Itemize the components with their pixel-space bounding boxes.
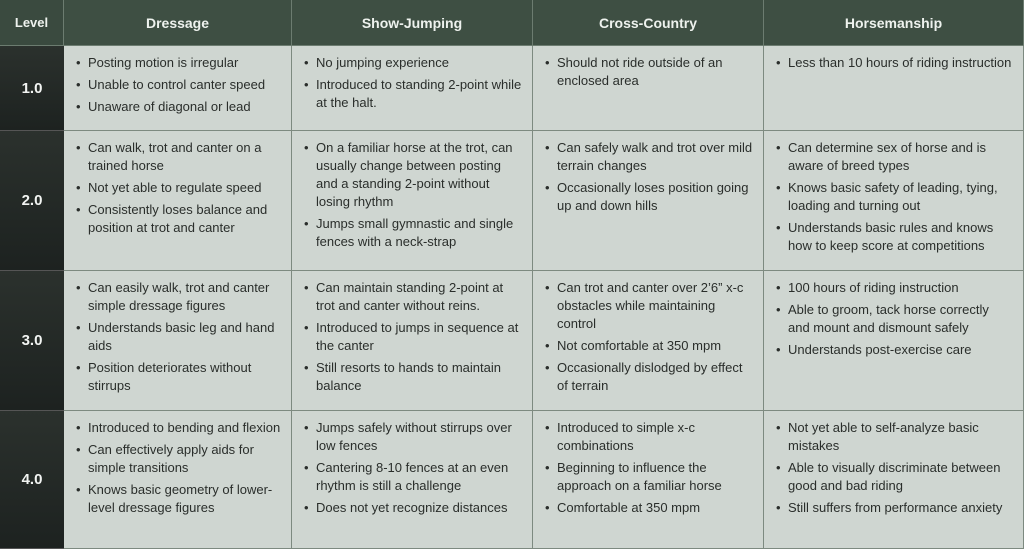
bullet-list [545,54,753,90]
list-item: • Can maintain standing 2-point at trot and canter without reins. [304,279,522,315]
cell-dressage [64,411,292,549]
row-level-label: 4.0 [0,411,64,549]
bullet-list [545,279,753,395]
list-item: • Beginning to influence the approach on a familiar horse [545,459,753,495]
cell-horsemanship [764,46,1024,131]
bullet-list [545,139,753,215]
bullet-list [304,139,522,251]
bullet-list [76,279,281,395]
cell-dressage [64,271,292,411]
list-item: • Still suffers from performance anxiety [776,499,1013,517]
list-item: • Understands basic rules and knows how to keep score at competitions [776,219,1013,255]
list-item: • Understands post-exercise care [776,341,1013,359]
list-item: • Should not ride outside of an enclosed area [545,54,753,90]
cell-show-jumping [292,46,533,131]
list-item: • On a familiar horse at the trot, can usually change between posting and a standing 2-point without losing rhythm [304,139,522,211]
list-item: • Unable to control canter speed [76,76,281,94]
cell-dressage [64,131,292,271]
list-item: • Knows basic safety of leading, tying, loading and turning out [776,179,1013,215]
list-item: • Jumps safely without stirrups over low fences [304,419,522,455]
cell-dressage [64,46,292,131]
list-item: • Still resorts to hands to maintain balance [304,359,522,395]
list-item: • Consistently loses balance and position at trot and canter [76,201,281,237]
list-item: • Not yet able to regulate speed [76,179,281,197]
cell-show-jumping [292,411,533,549]
list-item: • Can safely walk and trot over mild terrain changes [545,139,753,175]
bullet-list [304,54,522,112]
list-item: • Can trot and canter over 2’6” x-c obstacles while maintaining control [545,279,753,333]
bullet-list [304,279,522,395]
bullet-list [545,419,753,517]
bullet-list [776,419,1013,517]
list-item: • Does not yet recognize distances [304,499,522,517]
list-item: • Position deteriorates without stirrups [76,359,281,395]
bullet-list [76,139,281,237]
header-level: Level [0,0,64,46]
row-level-label: 1.0 [0,46,64,131]
cell-cross-country [533,131,764,271]
cell-cross-country [533,46,764,131]
header-dressage: Dressage [64,0,292,46]
list-item: • Occasionally loses position going up and down hills [545,179,753,215]
cell-cross-country [533,411,764,549]
list-item: • Less than 10 hours of riding instruction [776,54,1013,72]
list-item: • Able to visually discriminate between good and bad riding [776,459,1013,495]
list-item: • Not comfortable at 350 mpm [545,337,753,355]
bullet-list [776,139,1013,255]
list-item: • Can easily walk, trot and canter simple dressage figures [76,279,281,315]
list-item: • 100 hours of riding instruction [776,279,1013,297]
list-item: • Knows basic geometry of lower-level dressage figures [76,481,281,517]
list-item: • Cantering 8-10 fences at an even rhythm is still a challenge [304,459,522,495]
row-level-label: 3.0 [0,271,64,411]
bullet-list [76,54,281,116]
bullet-list [776,279,1013,359]
list-item: • No jumping experience [304,54,522,72]
header-show-jumping: Show-Jumping [292,0,533,46]
list-item: • Introduced to simple x-c combinations [545,419,753,455]
cell-horsemanship [764,271,1024,411]
header-horsemanship: Horsemanship [764,0,1024,46]
list-item: • Introduced to bending and flexion [76,419,281,437]
list-item: • Posting motion is irregular [76,54,281,72]
cell-show-jumping [292,131,533,271]
cell-cross-country [533,271,764,411]
list-item: • Can walk, trot and canter on a trained horse [76,139,281,175]
list-item: • Unaware of diagonal or lead [76,98,281,116]
list-item: • Can determine sex of horse and is aware of breed types [776,139,1013,175]
list-item: • Able to groom, tack horse correctly and mount and dismount safely [776,301,1013,337]
list-item: • Occasionally dislodged by effect of terrain [545,359,753,395]
list-item: • Not yet able to self-analyze basic mistakes [776,419,1013,455]
header-cross-country: Cross-Country [533,0,764,46]
list-item: • Understands basic leg and hand aids [76,319,281,355]
list-item: • Introduced to jumps in sequence at the canter [304,319,522,355]
cell-horsemanship [764,131,1024,271]
row-level-label: 2.0 [0,131,64,271]
cell-horsemanship [764,411,1024,549]
list-item: • Introduced to standing 2-point while at the halt. [304,76,522,112]
list-item: • Can effectively apply aids for simple transitions [76,441,281,477]
bullet-list [76,419,281,517]
bullet-list [304,419,522,517]
list-item: • Comfortable at 350 mpm [545,499,753,517]
bullet-list [776,54,1013,72]
list-item: • Jumps small gymnastic and single fences with a neck-strap [304,215,522,251]
cell-show-jumping [292,271,533,411]
